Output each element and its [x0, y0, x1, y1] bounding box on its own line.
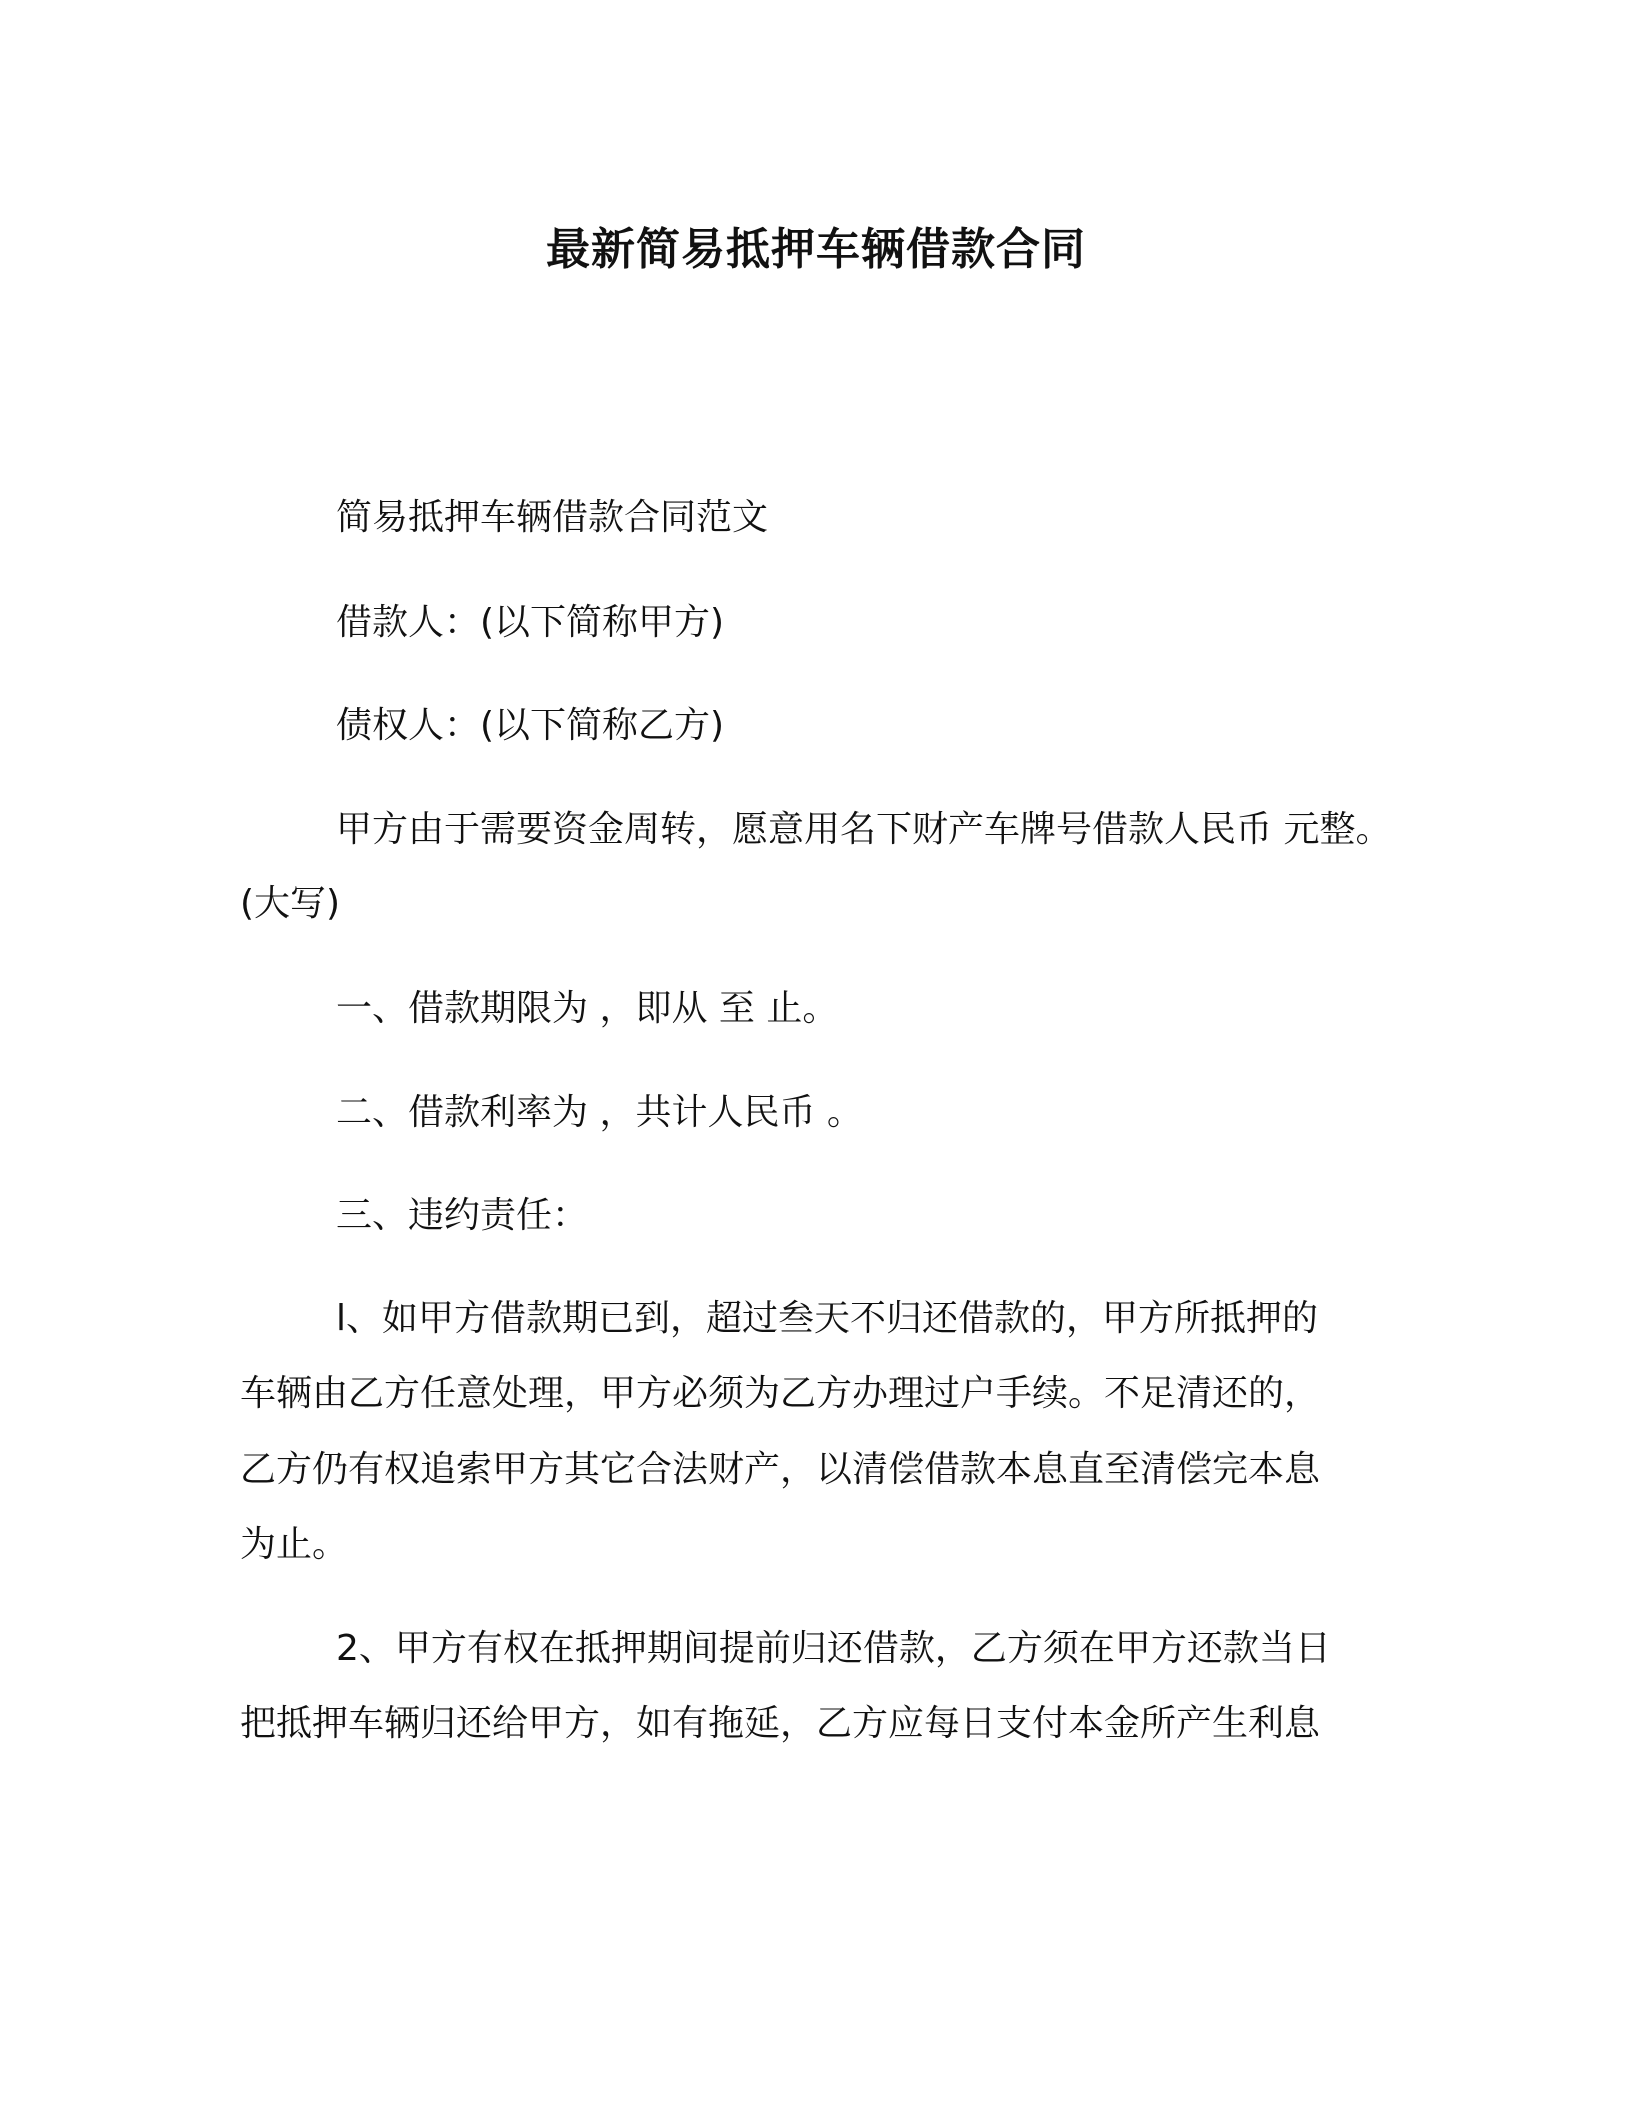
amount-capital-line: (大写): [240, 883, 341, 924]
creditor-line: 债权人：(以下简称乙方): [336, 705, 725, 746]
document-title: 最新简易抵押车辆借款合同: [546, 224, 1086, 275]
clause-3-1-line-4: 为止。: [240, 1524, 349, 1565]
clause-3-heading: 三、违约责任：: [336, 1195, 589, 1236]
purpose-line: 甲方由于需要资金周转，愿意用名下财产车牌号借款人民币 元整。: [336, 809, 1392, 850]
clause-3-1-line-1: l、如甲方借款期已到，超过叁天不归还借款的，甲方所抵押的: [336, 1298, 1319, 1339]
clause-2-interest: 二、借款利率为 ，共计人民币 。: [336, 1092, 863, 1133]
contract-subtitle: 简易抵押车辆借款合同范文: [336, 497, 769, 538]
clause-1-term: 一、借款期限为 ，即从 至 止。: [336, 988, 839, 1029]
clause-3-2-line-2: 把抵押车辆归还给甲方，如有拖延，乙方应每日支付本金所产生利息: [240, 1703, 1321, 1744]
clause-3-1-line-3: 乙方仍有权追索甲方其它合法财产，以清偿借款本息直至清偿完本息: [240, 1449, 1321, 1490]
clause-3-1-line-2: 车辆由乙方任意处理，甲方必须为乙方办理过户手续。不足清还的，: [240, 1373, 1321, 1414]
clause-3-2-line-1: 2、甲方有权在抵押期间提前归还借款，乙方须在甲方还款当日: [336, 1628, 1331, 1669]
borrower-line: 借款人：(以下简称甲方): [336, 602, 725, 643]
